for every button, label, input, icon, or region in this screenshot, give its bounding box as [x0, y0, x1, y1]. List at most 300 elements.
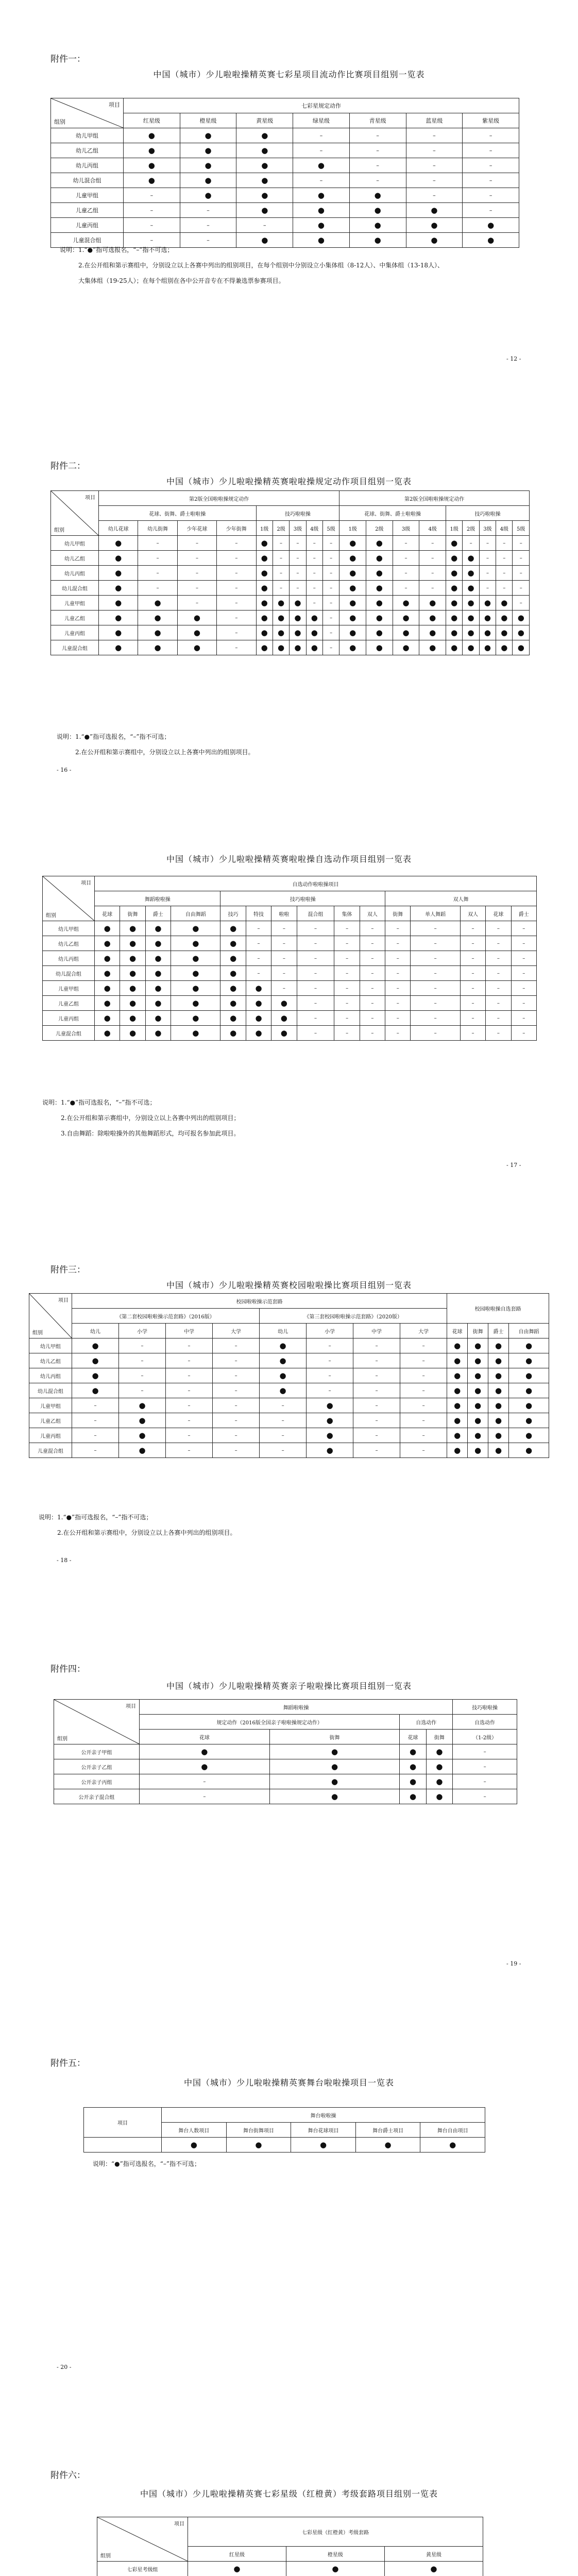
- row-label: 儿童丙组: [51, 218, 124, 233]
- table-cell: ●: [306, 625, 322, 640]
- sub-header: 双人舞: [385, 891, 537, 906]
- table-cell: ●: [488, 1383, 509, 1398]
- row-label: 儿童甲组: [29, 1398, 72, 1413]
- table-cell: ●: [99, 640, 138, 655]
- table-2: [50, 490, 530, 655]
- table-cell: –: [322, 566, 339, 581]
- table-cell: –: [411, 981, 460, 996]
- table-cell: ●: [419, 640, 446, 655]
- table-cell: –: [307, 1383, 353, 1398]
- group-header: 第2版全国啦啦操规定动作: [339, 491, 530, 506]
- table-cell: ●: [269, 1759, 400, 1774]
- table-cell: –: [349, 128, 406, 143]
- table-4: [29, 1293, 549, 1458]
- attachment-label: 附件二：: [50, 461, 86, 471]
- table-cell: –: [293, 173, 350, 188]
- attachment-label: 附件四：: [50, 1664, 86, 1674]
- row-label: 儿童甲组: [51, 188, 124, 203]
- table-cell: –: [511, 1026, 536, 1041]
- table-cell: –: [166, 1338, 213, 1353]
- table-cell: –: [297, 981, 334, 996]
- table-cell: –: [353, 1443, 400, 1458]
- table-cell: –: [411, 966, 460, 981]
- sub-header: 《第三套校园啦啦操示范套路》（2020版）: [260, 1309, 447, 1324]
- table-cell: –: [411, 951, 460, 966]
- header-corner: 项目: [84, 2108, 162, 2138]
- attachment-label: 附件五：: [50, 2058, 86, 2069]
- table-cell: ●: [290, 611, 306, 625]
- row-label: 七彩星考级组: [97, 2562, 188, 2576]
- table-cell: –: [322, 625, 339, 640]
- table-cell: –: [353, 1383, 400, 1398]
- header-corner: 项目 组别: [97, 2517, 188, 2562]
- table-cell: ●: [290, 625, 306, 640]
- table-cell: –: [140, 1774, 270, 1789]
- table-cell: ●: [426, 1759, 452, 1774]
- table-cell: ●: [306, 640, 322, 655]
- table-cell: –: [513, 566, 530, 581]
- table-cell: ●: [145, 936, 171, 951]
- table-cell: –: [72, 1428, 119, 1443]
- table-cell: –: [217, 640, 256, 655]
- table-cell: –: [217, 625, 256, 640]
- column-header: 5级: [513, 521, 530, 536]
- table-cell: –: [486, 921, 511, 936]
- table-cell: ●: [162, 2138, 227, 2153]
- table-cell: ●: [256, 551, 273, 566]
- column-header: 幼儿: [260, 1324, 307, 1338]
- column-header: 黄星级: [384, 2547, 483, 2562]
- table-cell: ●: [171, 921, 220, 936]
- table-cell: ●: [468, 1383, 488, 1398]
- table-cell: ●: [339, 596, 366, 611]
- table-row: [51, 218, 519, 233]
- header-corner: 项目 组别: [51, 98, 124, 128]
- table-cell: ●: [95, 1026, 120, 1041]
- table-cell: ●: [99, 596, 138, 611]
- table-5: [54, 1699, 517, 1804]
- column-header: 舞台街舞项目: [226, 2123, 291, 2138]
- table-cell: –: [306, 566, 322, 581]
- table-cell: –: [360, 936, 385, 951]
- table-cell: ●: [447, 1413, 468, 1428]
- column-header: 爵士: [511, 906, 536, 921]
- table-cell: –: [460, 921, 485, 936]
- table-cell: –: [293, 128, 350, 143]
- table-cell: ●: [400, 1789, 426, 1804]
- column-header: 单人舞蹈: [411, 906, 460, 921]
- table-cell: ●: [339, 536, 366, 551]
- table-cell: –: [513, 581, 530, 596]
- table-cell: ●: [468, 1413, 488, 1428]
- column-header: 花球: [400, 1730, 426, 1744]
- table-cell: –: [322, 640, 339, 655]
- table-row: [43, 1011, 537, 1026]
- table-cell: –: [385, 996, 411, 1011]
- table-cell: ●: [463, 596, 479, 611]
- table-cell: ●: [468, 1428, 488, 1443]
- table-cell: –: [306, 551, 322, 566]
- table-row: [29, 1398, 549, 1413]
- table-cell: ●: [180, 173, 236, 188]
- column-header: 花球: [140, 1730, 270, 1744]
- table-cell: –: [166, 1398, 213, 1413]
- table-cell: –: [400, 1383, 447, 1398]
- table-cell: ●: [180, 128, 236, 143]
- table-cell: –: [463, 188, 519, 203]
- table-cell: ●: [72, 1338, 119, 1353]
- table-cell: ●: [419, 625, 446, 640]
- table-cell: ●: [488, 1428, 509, 1443]
- table-cell: ●: [171, 996, 220, 1011]
- table-cell: ●: [145, 996, 171, 1011]
- table-title: 中国（城市）少儿啦啦操精英赛七彩星项目流动作比赛项目组别一览表: [153, 70, 425, 79]
- table-cell: ●: [488, 1398, 509, 1413]
- table-cell: ●: [226, 2138, 291, 2153]
- table-cell: ●: [509, 1383, 549, 1398]
- column-header: 爵士: [488, 1324, 509, 1338]
- table-cell: ●: [120, 1026, 145, 1041]
- table-cell: –: [496, 551, 513, 566]
- table-cell: ●: [420, 2138, 485, 2153]
- sub-header: 规定动作（2016版全国亲子啦啦操规定动作）: [140, 1715, 400, 1730]
- table-cell: –: [486, 1011, 511, 1026]
- table-cell: ●: [256, 566, 273, 581]
- table-cell: ●: [509, 1353, 549, 1368]
- row-label: 幼儿混合组: [29, 1383, 72, 1398]
- table-cell: –: [290, 566, 306, 581]
- column-header: 小学: [307, 1324, 353, 1338]
- row-label: 幼儿混合组: [51, 173, 124, 188]
- table-cell: ●: [393, 596, 419, 611]
- table-cell: ●: [99, 611, 138, 625]
- table-cell: –: [406, 128, 463, 143]
- table-cell: ●: [307, 1413, 353, 1428]
- table-cell: ●: [220, 936, 246, 951]
- table-cell: –: [486, 996, 511, 1011]
- note-line: 2.在公开组和第示赛组中，分别设立以上各赛中列出的组别项目。: [75, 749, 254, 756]
- table-cell: ●: [513, 640, 530, 655]
- column-header: 小学: [119, 1324, 166, 1338]
- row-label: 公开亲子混合组: [54, 1789, 140, 1804]
- table-cell: –: [297, 1026, 334, 1041]
- row-label: 幼儿甲组: [43, 921, 95, 936]
- table-cell: –: [334, 921, 360, 936]
- notes: [60, 242, 444, 289]
- table-cell: –: [322, 581, 339, 596]
- table-cell: ●: [273, 640, 289, 655]
- table-cell: ●: [446, 640, 463, 655]
- table-cell: –: [406, 188, 463, 203]
- table-cell: –: [419, 536, 446, 551]
- table-cell: –: [180, 203, 236, 218]
- column-header: 舞台人数项目: [162, 2123, 227, 2138]
- table-cell: ●: [246, 1026, 271, 1041]
- table-cell: –: [360, 966, 385, 981]
- table-cell: ●: [95, 1011, 120, 1026]
- table-row: [51, 128, 519, 143]
- note-line: 2.在公开组和第示赛组中，分别设立以上各赛中列出的组别项目，在每个组别中分别设立小集体组（8-12人）、中集体组（13-18人）、: [78, 262, 444, 269]
- table-cell: ●: [293, 233, 350, 248]
- column-header: 幼儿花球: [99, 521, 138, 536]
- table-cell: ●: [246, 981, 271, 996]
- table-cell: –: [260, 1413, 307, 1428]
- note-line: 2.在公开组和第示赛组中，分别设立以上各赛中列出的组别项目；: [61, 1114, 240, 1122]
- table-cell: ●: [271, 1011, 297, 1026]
- column-header: 中学: [166, 1324, 213, 1338]
- column-header: 1级: [339, 521, 366, 536]
- table-cell: –: [511, 921, 536, 936]
- table-cell: ●: [406, 203, 463, 218]
- row-label: 儿童乙组: [29, 1413, 72, 1428]
- table-cell: –: [119, 1368, 166, 1383]
- table-cell: –: [273, 551, 289, 566]
- page-number: - 17 -: [506, 1162, 521, 1168]
- table-cell: –: [393, 536, 419, 551]
- table-row: [43, 981, 537, 996]
- table-cell: ●: [293, 203, 350, 218]
- column-header: 花球: [486, 906, 511, 921]
- table-cell: –: [180, 218, 236, 233]
- table-cell: –: [460, 981, 485, 996]
- table-cell: –: [217, 536, 256, 551]
- table-cell: –: [360, 1011, 385, 1026]
- table-cell: –: [353, 1368, 400, 1383]
- table-cell: –: [306, 596, 322, 611]
- table-cell: ●: [488, 1413, 509, 1428]
- table-cell: –: [385, 921, 411, 936]
- table-cell: –: [297, 921, 334, 936]
- column-header: 幼儿: [72, 1324, 119, 1338]
- group-header: 校园啦啦操自选套路: [447, 1294, 549, 1324]
- table-row: [51, 625, 530, 640]
- table-cell: ●: [293, 218, 350, 233]
- row-label: 幼儿乙组: [43, 936, 95, 951]
- table-cell: –: [246, 921, 271, 936]
- table-cell: ●: [419, 611, 446, 625]
- table-title: 中国（城市）少儿啦啦操精英赛校园啦啦操比赛项目组别一览表: [166, 1280, 412, 1290]
- table-row: [51, 203, 519, 218]
- table-cell: ●: [220, 996, 246, 1011]
- table-cell: –: [273, 536, 289, 551]
- row-label: 儿童乙组: [51, 203, 124, 218]
- table-cell: ●: [509, 1443, 549, 1458]
- table-cell: ●: [171, 936, 220, 951]
- table-cell: ●: [446, 536, 463, 551]
- table-cell: ●: [509, 1338, 549, 1353]
- column-header: 4级: [496, 521, 513, 536]
- table-row: [51, 143, 519, 158]
- table-cell: ●: [307, 1398, 353, 1413]
- table-cell: ●: [124, 143, 180, 158]
- table-cell: –: [293, 143, 350, 158]
- sub-header: 技巧啦啦操: [256, 506, 339, 521]
- table-cell: –: [400, 1338, 447, 1353]
- table-cell: ●: [171, 981, 220, 996]
- column-header: 大学: [213, 1324, 260, 1338]
- column-header: 舞台花球项目: [291, 2123, 356, 2138]
- table-cell: –: [385, 1011, 411, 1026]
- table-cell: ●: [138, 625, 177, 640]
- table-row: [51, 173, 519, 188]
- table-cell: –: [486, 966, 511, 981]
- table-cell: ●: [99, 625, 138, 640]
- table-cell: –: [217, 581, 256, 596]
- table-cell: ●: [124, 158, 180, 173]
- table-cell: –: [353, 1428, 400, 1443]
- table-cell: ●: [140, 1744, 270, 1759]
- table-cell: ●: [260, 1368, 307, 1383]
- page-number: - 20 -: [57, 2364, 72, 2370]
- table-cell: ●: [463, 233, 519, 248]
- table-cell: –: [290, 551, 306, 566]
- table-cell: ●: [188, 2562, 286, 2576]
- table-cell: ●: [463, 640, 479, 655]
- table-cell: ●: [260, 1383, 307, 1398]
- column-header: 3级: [479, 521, 496, 536]
- table-cell: –: [177, 536, 216, 551]
- table-cell: ●: [393, 611, 419, 625]
- row-label: 幼儿丙组: [29, 1368, 72, 1383]
- column-header: 花球: [95, 906, 120, 921]
- table-cell: ●: [447, 1443, 468, 1458]
- table-row: [51, 566, 530, 581]
- table-title: 中国（城市）少儿啦啦操精英赛亲子啦啦操比赛项目组别一览表: [166, 1681, 412, 1691]
- table-cell: –: [385, 951, 411, 966]
- table-cell: ●: [269, 1774, 400, 1789]
- table-cell: ●: [273, 625, 289, 640]
- sub-header: 花球、街舞、爵士啦啦操: [99, 506, 257, 521]
- table-cell: ●: [236, 203, 293, 218]
- row-label: 公开亲子甲组: [54, 1744, 140, 1759]
- table-cell: ●: [120, 966, 145, 981]
- table-cell: –: [463, 143, 519, 158]
- table-cell: –: [411, 936, 460, 951]
- table-cell: –: [479, 536, 496, 551]
- table-cell: –: [260, 1443, 307, 1458]
- table-cell: ●: [269, 1789, 400, 1804]
- table-cell: ●: [120, 921, 145, 936]
- table-cell: ●: [488, 1443, 509, 1458]
- table-cell: –: [385, 981, 411, 996]
- table-cell: –: [140, 1789, 270, 1804]
- table-cell: –: [511, 1011, 536, 1026]
- table-cell: ●: [220, 966, 246, 981]
- column-header: 街舞: [385, 906, 411, 921]
- table-cell: –: [119, 1383, 166, 1398]
- row-label: 幼儿丙组: [43, 951, 95, 966]
- table-title: 中国（城市）少儿啦啦操精英赛七彩星级（红橙黄）考级套路项目组别一览表: [140, 2489, 438, 2499]
- table-cell: ●: [468, 1338, 488, 1353]
- page-number: - 18 -: [57, 1557, 72, 1564]
- table-cell: ●: [271, 1026, 297, 1041]
- table-cell: –: [460, 966, 485, 981]
- table-cell: –: [124, 203, 180, 218]
- column-header: 少年花球: [177, 521, 216, 536]
- table-cell: –: [297, 936, 334, 951]
- table-cell: –: [349, 143, 406, 158]
- table-cell: –: [400, 1443, 447, 1458]
- table-cell: ●: [463, 566, 479, 581]
- row-label: 儿童丙组: [29, 1428, 72, 1443]
- sub-header: 花球、街舞、爵士啦啦操: [339, 506, 446, 521]
- table-cell: ●: [446, 566, 463, 581]
- group-header: 校园啦啦操示范套路: [72, 1294, 447, 1309]
- sub-header: 舞蹈啦啦操: [95, 891, 220, 906]
- table-cell: –: [511, 981, 536, 996]
- table-cell: –: [260, 1428, 307, 1443]
- column-header: 3级: [393, 521, 419, 536]
- column-header: 技巧: [220, 906, 246, 921]
- table-cell: ●: [446, 596, 463, 611]
- table-cell: –: [138, 536, 177, 551]
- table-cell: ●: [246, 1011, 271, 1026]
- table-title: 中国（城市）少儿啦啦操精英赛啦啦操规定动作项目组别一览表: [166, 477, 412, 486]
- table-cell: –: [385, 936, 411, 951]
- row-label: 幼儿甲组: [51, 128, 124, 143]
- table-cell: ●: [306, 611, 322, 625]
- table-cell: ●: [509, 1398, 549, 1413]
- table-row: [29, 1368, 549, 1383]
- row-label: 儿童乙组: [51, 611, 99, 625]
- table-cell: –: [353, 1338, 400, 1353]
- table-cell: ●: [447, 1383, 468, 1398]
- table-cell: ●: [339, 551, 366, 566]
- table-cell: ●: [171, 1026, 220, 1041]
- notes: [42, 1095, 240, 1141]
- row-label: 儿童丙组: [43, 1011, 95, 1026]
- row-label: 幼儿乙组: [29, 1353, 72, 1368]
- table-row: [29, 1413, 549, 1428]
- column-header: 舞台爵士项目: [355, 2123, 420, 2138]
- table-cell: –: [177, 551, 216, 566]
- table-cell: ●: [119, 1398, 166, 1413]
- table-cell: –: [166, 1353, 213, 1368]
- table-cell: –: [177, 581, 216, 596]
- table-cell: ●: [307, 1428, 353, 1443]
- table-cell: –: [511, 951, 536, 966]
- table-cell: ●: [479, 596, 496, 611]
- table-cell: ●: [220, 1011, 246, 1026]
- table-cell: ●: [400, 1759, 426, 1774]
- table-cell: –: [463, 203, 519, 218]
- header-corner: 项目 组别: [43, 876, 95, 921]
- column-header: 橙星级: [286, 2547, 384, 2562]
- table-cell: –: [513, 551, 530, 566]
- table-row: [51, 611, 530, 625]
- table-cell: –: [213, 1398, 260, 1413]
- table-row: [54, 1774, 517, 1789]
- page-number: - 16 -: [57, 767, 72, 773]
- table-cell: –: [322, 551, 339, 566]
- table-cell: ●: [479, 640, 496, 655]
- table-cell: –: [334, 936, 360, 951]
- sub-header: 技巧啦啦操: [446, 506, 530, 521]
- attachment-label: 附件三：: [50, 1265, 86, 1275]
- table-cell: –: [486, 951, 511, 966]
- table-cell: ●: [145, 966, 171, 981]
- row-label: 儿童混合组: [51, 233, 124, 248]
- table-cell: ●: [171, 966, 220, 981]
- table-cell: –: [419, 566, 446, 581]
- table-cell: ●: [509, 1368, 549, 1383]
- table-cell: ●: [366, 536, 393, 551]
- table-cell: ●: [145, 951, 171, 966]
- table-cell: ●: [256, 640, 273, 655]
- column-header: 橙星级: [180, 113, 236, 128]
- table-cell: ●: [406, 218, 463, 233]
- table-cell: ●: [269, 1744, 400, 1759]
